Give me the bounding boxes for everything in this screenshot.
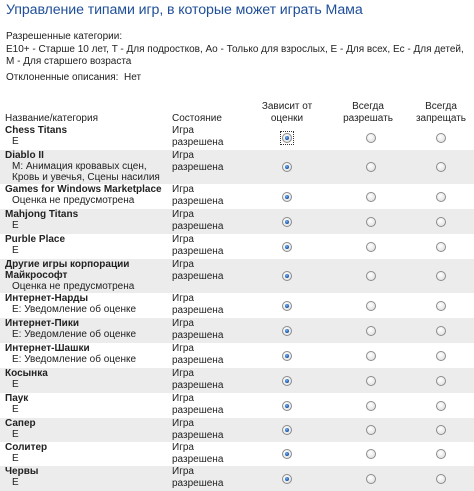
radio-depends[interactable] <box>282 401 292 411</box>
radio-depends[interactable] <box>282 301 292 311</box>
game-name: Интернет-Шашки <box>5 343 90 354</box>
game-rating: E <box>12 379 19 390</box>
game-state: Игра разрешена <box>172 259 224 282</box>
game-rating: Кровь и увечья, Сцены насилия <box>12 172 160 183</box>
radio-allow[interactable] <box>366 271 376 281</box>
game-name: Паук <box>5 393 29 404</box>
game-state: Игра разрешена <box>172 343 224 366</box>
game-name: Сапер <box>5 418 36 429</box>
radio-allow[interactable] <box>366 217 376 227</box>
rejected-descriptions <box>6 72 141 85</box>
game-name: Purble Place <box>5 234 66 245</box>
radio-allow[interactable] <box>366 133 376 143</box>
game-row <box>0 442 474 466</box>
game-name: Червы <box>5 466 39 477</box>
column-header-allow: Всегда разрешать <box>343 101 393 124</box>
game-name: Солитер <box>5 442 48 453</box>
game-name: Интернет-Пики <box>5 318 79 329</box>
rejected-value: Нет <box>124 72 142 83</box>
game-state: Игра разрешена <box>172 184 224 207</box>
focus-rectangle <box>280 131 294 145</box>
game-row <box>0 259 474 293</box>
radio-allow[interactable] <box>366 192 376 202</box>
game-rating: Оценка не предусмотрена <box>12 195 135 206</box>
radio-allow[interactable] <box>366 425 376 435</box>
game-name: Mahjong Titans <box>5 209 79 220</box>
radio-allow[interactable] <box>366 326 376 336</box>
radio-block[interactable] <box>436 301 446 311</box>
game-state: Игра разрешена <box>172 293 224 316</box>
radio-depends[interactable] <box>282 326 292 336</box>
game-row <box>0 466 474 491</box>
game-row <box>0 393 474 418</box>
game-state: Игра разрешена <box>172 234 224 257</box>
game-state: Игра разрешена <box>172 393 224 416</box>
radio-block[interactable] <box>436 376 446 386</box>
radio-depends[interactable] <box>282 425 292 435</box>
radio-depends[interactable] <box>282 162 292 172</box>
radio-depends[interactable] <box>282 449 292 459</box>
radio-depends[interactable] <box>282 351 292 361</box>
radio-depends[interactable] <box>282 271 292 281</box>
game-row <box>0 368 474 393</box>
radio-block[interactable] <box>436 162 446 172</box>
game-row <box>0 418 474 442</box>
game-rating: M: Анимация кровавых сцен, <box>12 161 147 172</box>
game-rating: E <box>12 245 19 256</box>
game-state: Игра разрешена <box>172 150 224 173</box>
game-name: Другие игры корпорации <box>5 259 130 270</box>
game-rating: E <box>12 136 19 147</box>
game-name: Diablo II <box>5 150 44 161</box>
game-name: Косынка <box>5 368 48 379</box>
radio-depends[interactable] <box>282 376 292 386</box>
game-rating: E <box>12 453 19 464</box>
radio-block[interactable] <box>436 449 446 459</box>
allowed-categories <box>6 31 468 69</box>
radio-block[interactable] <box>436 351 446 361</box>
game-rating: E: Уведомление об оценке <box>12 354 137 365</box>
column-header-state: Состояние <box>172 113 222 124</box>
column-header-name: Название/категория <box>5 113 98 124</box>
game-state: Игра разрешена <box>172 466 224 489</box>
game-name-line2: Майкрософт <box>5 270 68 281</box>
radio-depends[interactable] <box>282 192 292 202</box>
game-state: Игра разрешена <box>172 318 224 341</box>
game-row <box>0 293 474 318</box>
game-rating: E: Уведомление об оценке <box>12 329 137 340</box>
game-row <box>0 318 474 343</box>
allowed-categories-text: E10+ - Старше 10 лет, T - Для подростков, Ao - Только для взрослых, E - Для всех, Ec - Для детей, M - Для старшего возраста <box>6 43 464 67</box>
allowed-categories-label: Разрешенные категории: <box>6 31 123 42</box>
radio-allow[interactable] <box>366 162 376 172</box>
radio-allow[interactable] <box>366 474 376 484</box>
game-row <box>0 150 474 184</box>
radio-block[interactable] <box>436 217 446 227</box>
game-row <box>0 209 474 234</box>
radio-allow[interactable] <box>366 401 376 411</box>
game-state: Игра разрешена <box>172 368 224 391</box>
radio-block[interactable] <box>436 192 446 202</box>
game-row <box>0 125 474 150</box>
radio-block[interactable] <box>436 401 446 411</box>
game-name: Chess Titans <box>5 125 68 136</box>
game-rating: E <box>12 477 19 488</box>
radio-allow[interactable] <box>366 376 376 386</box>
game-rating: E: Уведомление об оценке <box>12 304 137 315</box>
radio-allow[interactable] <box>366 351 376 361</box>
radio-block[interactable] <box>436 271 446 281</box>
game-rating: E <box>12 220 19 231</box>
page-title: Управление типами игр, в которые может играть Мама <box>6 2 363 18</box>
game-rating: E <box>12 429 19 440</box>
radio-depends[interactable] <box>282 217 292 227</box>
radio-block[interactable] <box>436 425 446 435</box>
radio-block[interactable] <box>436 242 446 252</box>
rejected-label: Отклоненные описания: <box>6 72 119 83</box>
radio-depends[interactable] <box>282 474 292 484</box>
game-rating: E <box>12 404 19 415</box>
game-row <box>0 343 474 368</box>
game-name: Интернет-Нарды <box>5 293 89 304</box>
game-state: Игра разрешена <box>172 125 224 148</box>
game-state: Игра разрешена <box>172 418 224 441</box>
game-row <box>0 234 474 259</box>
game-name: Games for Windows Marketplace <box>5 184 162 195</box>
radio-depends[interactable] <box>282 242 292 252</box>
radio-block[interactable] <box>436 474 446 484</box>
column-header-block: Всегда запрещать <box>415 101 467 124</box>
radio-allow[interactable] <box>366 301 376 311</box>
game-row <box>0 184 474 209</box>
radio-block[interactable] <box>436 326 446 336</box>
game-state: Игра разрешена <box>172 209 224 232</box>
radio-allow[interactable] <box>366 242 376 252</box>
radio-block[interactable] <box>436 133 446 143</box>
game-rating: Оценка не предусмотрена <box>12 281 135 292</box>
game-state: Игра разрешена <box>172 442 224 465</box>
radio-allow[interactable] <box>366 449 376 459</box>
column-header-depends: Зависит от оценки <box>261 101 313 124</box>
